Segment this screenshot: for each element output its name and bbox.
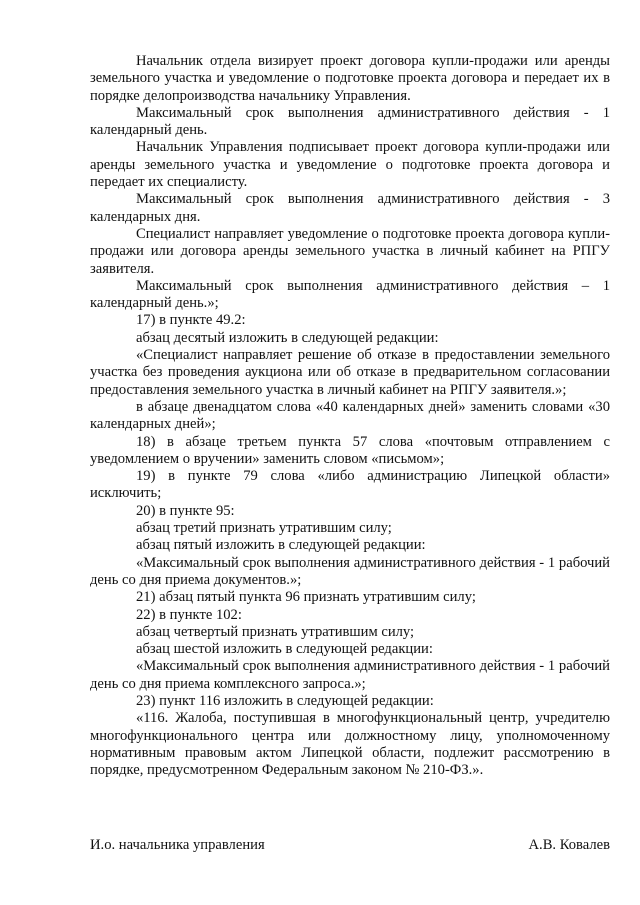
paragraph: «Максимальный срок выполнения административного действия - 1 рабочий день со дня приема документов.»; xyxy=(90,554,610,588)
paragraph: Начальник Управления подписывает проект договора купли-продажи или аренды земельного участка и уведомление о подготовке проекта договора и передает их специалисту. xyxy=(90,139,610,191)
paragraph: Специалист направляет уведомление о подготовке проекта договора купли-продажи или договора аренды земельного участка в личный кабинет на РПГУ заявителя. xyxy=(90,225,610,277)
signature-block xyxy=(90,837,610,854)
paragraph: абзац третий признать утратившим силу; xyxy=(136,520,392,537)
paragraph: 17) в пункте 49.2: xyxy=(136,312,246,329)
paragraph: Начальник отдела визирует проект договора купли-продажи или аренды земельного участка и уведомление о подготовке проекта договора и передает их в порядке делопроизводства начальнику Управления. xyxy=(90,53,610,104)
paragraph: 22) в пункте 102: xyxy=(136,606,242,623)
paragraph: 19) в пункте 79 слова «либо администрацию Липецкой области» исключить; xyxy=(90,468,610,502)
paragraph: Максимальный срок выполнения административного действия - 3 календарных дня. xyxy=(90,191,610,225)
paragraph: «116. Жалоба, поступившая в многофункциональный центр, учредителю многофункционального центра или должностному лицу, уполномоченному нормативным правовым актом Липецкой области, подлежит рассмотрению в порядке, предусмотренном Федеральным законом № 210-ФЗ.». xyxy=(90,710,610,779)
paragraph: абзац шестой изложить в следующей редакции: xyxy=(136,641,433,658)
paragraph: 18) в абзаце третьем пункта 57 слова «почтовым отправлением с уведомлением о вручении» заменить словом «письмом»; xyxy=(90,433,610,467)
paragraph: «Максимальный срок выполнения административного действия - 1 рабочий день со дня приема комплексного запроса.»; xyxy=(90,658,610,692)
signature-position: И.о. начальника управления xyxy=(90,837,265,853)
paragraph: абзац пятый изложить в следующей редакции: xyxy=(136,537,426,554)
signature-name: А.В. Ковалев xyxy=(528,837,610,853)
paragraph: Максимальный срок выполнения административного действия – 1 календарный день.»; xyxy=(90,277,610,312)
paragraph: 20) в пункте 95: xyxy=(136,502,235,519)
paragraph: Максимальный срок выполнения административного действия - 1 календарный день. xyxy=(90,104,610,139)
paragraph: абзац десятый изложить в следующей редакции: xyxy=(136,329,439,346)
paragraph: в абзаце двенадцатом слова «40 календарных дней» заменить словами «30 календарных дней»; xyxy=(90,398,610,433)
paragraph: «Специалист направляет решение об отказе в предоставлении земельного участка без проведения аукциона или об отказе в предварительном согласовании предоставления земельного участка в личный кабинет на РПГУ заявителя.»; xyxy=(90,347,610,398)
document-body xyxy=(90,53,610,779)
paragraph: абзац четвертый признать утратившим силу; xyxy=(136,623,415,640)
paragraph: 21) абзац пятый пункта 96 признать утратившим силу; xyxy=(136,589,476,606)
paragraph: 23) пункт 116 изложить в следующей редакции: xyxy=(136,692,434,709)
